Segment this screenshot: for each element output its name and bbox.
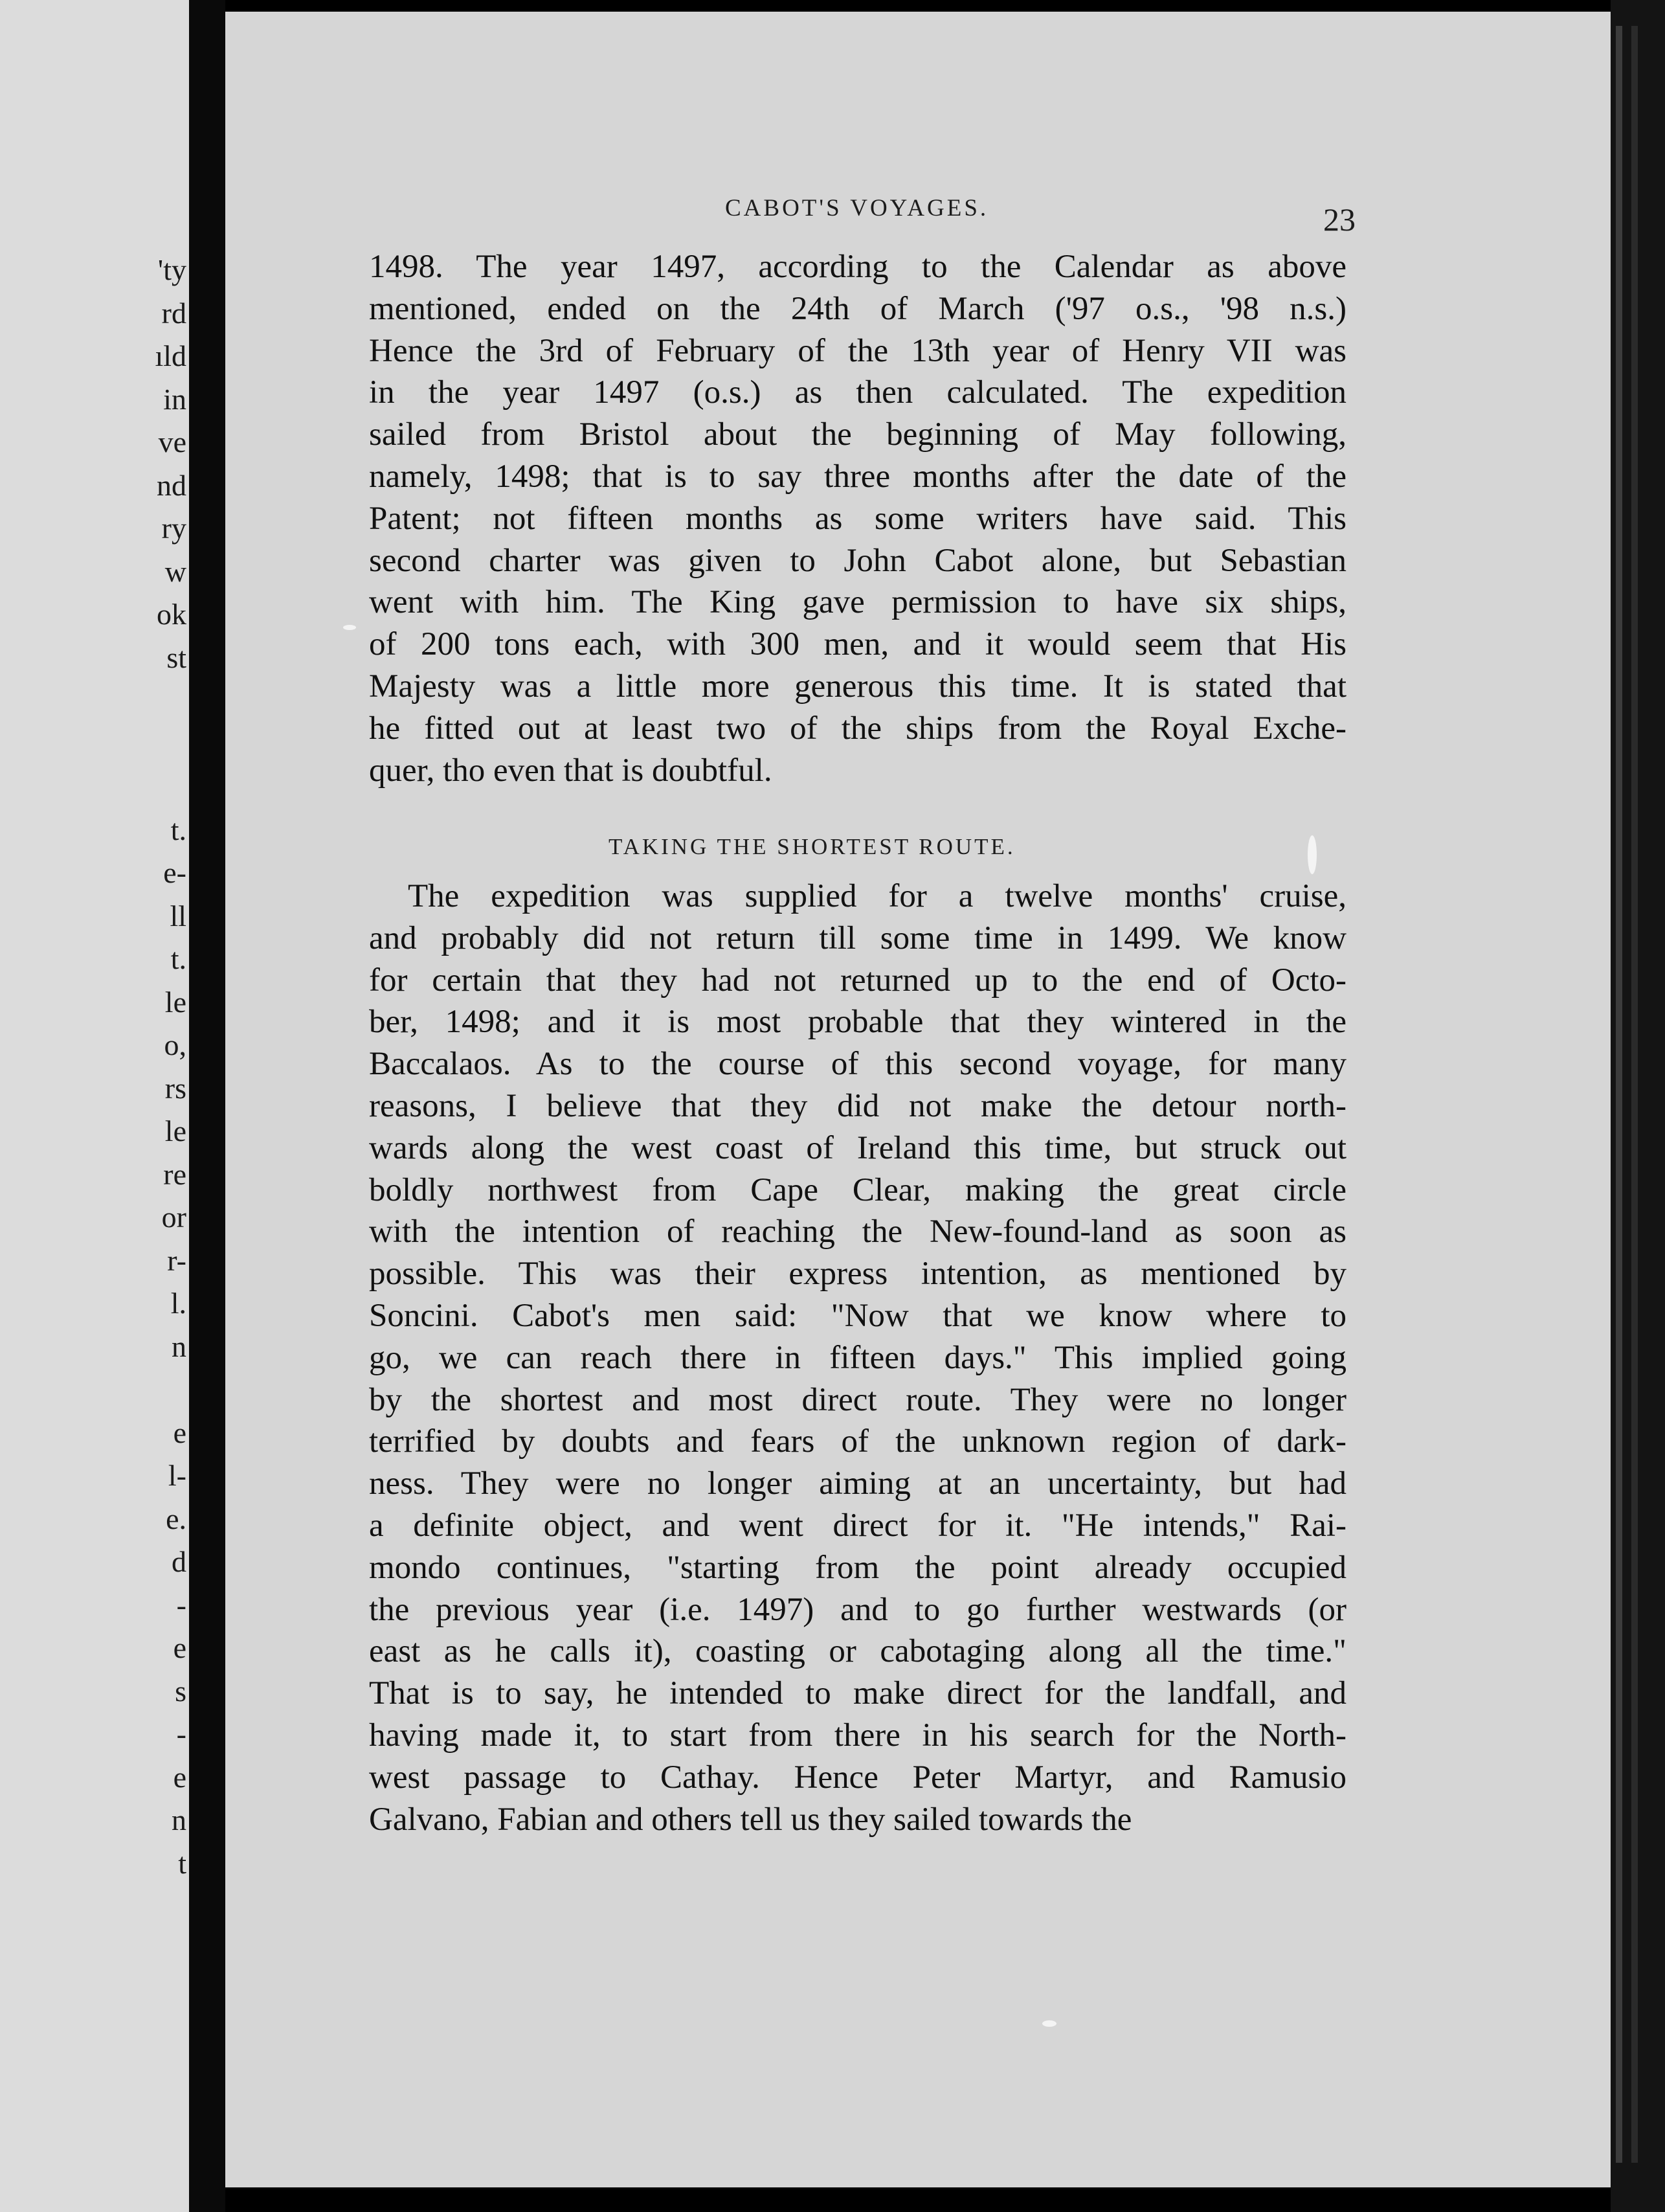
text-line: a definite object, and went direct for it. "He intends," Rai-	[369, 1507, 1347, 1544]
text-line: The expedition was supplied for a twelve months' cruise,	[408, 878, 1347, 914]
scan-speck	[343, 625, 356, 630]
facing-page-fragment: e	[173, 1760, 186, 1794]
text-line: having made it, to start from there in his search for the North-	[369, 1717, 1347, 1754]
page-edge-line	[1631, 26, 1638, 2163]
facing-page-fragment: -	[176, 1588, 186, 1621]
text-line: and probably did not return till some time in 1499. We know	[369, 920, 1347, 956]
text-line: Baccalaos. As to the course of this second voyage, for many	[369, 1046, 1347, 1083]
facing-page-fragment: t.	[170, 942, 186, 975]
text-line: namely, 1498; that is to say three months after the date of the	[369, 458, 1347, 495]
text-line: possible. This was their express intention, as mentioned by	[369, 1256, 1347, 1292]
facing-page-fragment: t	[178, 1846, 186, 1880]
facing-page-fragment: t.	[170, 813, 186, 846]
facing-page-fragment: re	[163, 1157, 186, 1191]
text-line: boldly northwest from Cape Clear, making the great circle	[369, 1171, 1347, 1208]
text-line: west passage to Cathay. Hence Peter Martyr, and Ramusio	[369, 1759, 1347, 1796]
running-head: CABOT'S VOYAGES.	[725, 195, 989, 221]
text-line: with the intention of reaching the New-found-land as soon as	[369, 1213, 1347, 1250]
text-line: of 200 tons each, with 300 men, and it would seem that His	[369, 626, 1347, 663]
facing-page-fragment: w	[164, 554, 186, 588]
facing-page-fragment: e	[173, 1631, 186, 1664]
text-line: ber, 1498; and it is most probable that they wintered in the	[369, 1004, 1347, 1041]
facing-page-fragment: -	[176, 1717, 186, 1750]
facing-page-fragment: o,	[164, 1028, 186, 1061]
text-line: by the shortest and most direct route. They were no longer	[369, 1381, 1347, 1418]
facing-page-fragment: in	[163, 382, 186, 416]
scan-speck	[1042, 2020, 1056, 2027]
facing-page-fragment: ve	[158, 425, 186, 458]
text-line: sailed from Bristol about the beginning of May following,	[369, 416, 1347, 453]
text-line: went with him. The King gave permission to have six ships,	[369, 584, 1347, 621]
facing-page-fragment: n	[172, 1329, 186, 1363]
text-line: quer, tho even that is doubtful.	[369, 752, 772, 789]
facing-page-fragment: d	[172, 1545, 186, 1578]
facing-page-fragment: or	[161, 1201, 186, 1234]
facing-page-fragment: rs	[164, 1071, 186, 1105]
text-line: he fitted out at least two of the ships from the Royal Exche-	[369, 710, 1347, 747]
facing-page-fragment: rd	[161, 296, 186, 330]
text-line: second charter was given to John Cabot alone, but Sebastian	[369, 542, 1347, 579]
text-line: the previous year (i.e. 1497) and to go further westwards (or	[369, 1591, 1347, 1628]
facing-page-fragment: le	[164, 1114, 186, 1147]
book-gutter	[189, 0, 225, 2212]
facing-page	[0, 0, 189, 2212]
text-line: terrified by doubts and fears of the unknown region of dark-	[369, 1423, 1347, 1460]
paragraph-1	[369, 246, 1347, 791]
facing-page-fragment: r-	[167, 1243, 186, 1277]
text-line: 1498. The year 1497, according to the Calendar as above	[369, 249, 1347, 285]
facing-page-fragment: le	[164, 985, 186, 1019]
facing-page-fragment: s	[175, 1674, 186, 1708]
text-line: mondo continues, "starting from the point already occupied	[369, 1549, 1347, 1586]
facing-page-fragment: ok	[157, 598, 186, 631]
facing-page-fragment: e-	[163, 856, 186, 889]
text-line: east as he calls it), coasting or cabotaging along all the time."	[369, 1633, 1347, 1670]
text-line: Patent; not fifteen months as some writers have said. This	[369, 500, 1347, 537]
text-line: go, we can reach there in fifteen days." This implied going	[369, 1339, 1347, 1376]
facing-page-fragment: l-	[168, 1459, 186, 1492]
facing-page-fragment: ry	[161, 512, 186, 545]
text-line: mentioned, ended on the 24th of March ('97 o.s., '98 n.s.)	[369, 290, 1347, 327]
facing-page-fragment: e.	[166, 1502, 186, 1535]
page-number: 23	[1323, 201, 1356, 238]
facing-page-fragment: e	[173, 1416, 186, 1449]
text-line: ness. They were no longer aiming at an uncertainty, but had	[369, 1465, 1347, 1502]
facing-page-fragment: l.	[170, 1287, 186, 1320]
text-line: Galvano, Fabian and others tell us they sailed towards the	[369, 1801, 1132, 1838]
facing-page-fragment: ll	[170, 899, 186, 932]
text-line: in the year 1497 (o.s.) as then calculated. The expedition	[369, 374, 1347, 411]
text-line: That is to say, he intended to make direct for the landfall, and	[369, 1675, 1347, 1712]
paragraph-2	[369, 875, 1347, 1840]
facing-page-fragment: 'ty	[157, 253, 186, 286]
facing-page-fragment: ıld	[155, 339, 186, 372]
facing-page-fragment: nd	[157, 468, 186, 502]
text-line: Majesty was a little more generous this time. It is stated that	[369, 668, 1347, 705]
text-line: for certain that they had not returned up to the end of Octo-	[369, 962, 1347, 999]
text-line: reasons, I believe that they did not make the detour north-	[369, 1087, 1347, 1124]
text-line: Soncini. Cabot's men said: "Now that we know where to	[369, 1297, 1347, 1334]
section-heading: TAKING THE SHORTEST ROUTE.	[609, 834, 1016, 859]
page-edge-line	[1616, 26, 1622, 2163]
text-line: wards along the west coast of Ireland this time, but struck out	[369, 1129, 1347, 1166]
facing-page-fragment: n	[172, 1803, 186, 1836]
scan-speck	[1308, 835, 1317, 874]
facing-page-fragment: st	[166, 640, 186, 674]
text-line: Hence the 3rd of February of the 13th year of Henry VII was	[369, 332, 1347, 369]
